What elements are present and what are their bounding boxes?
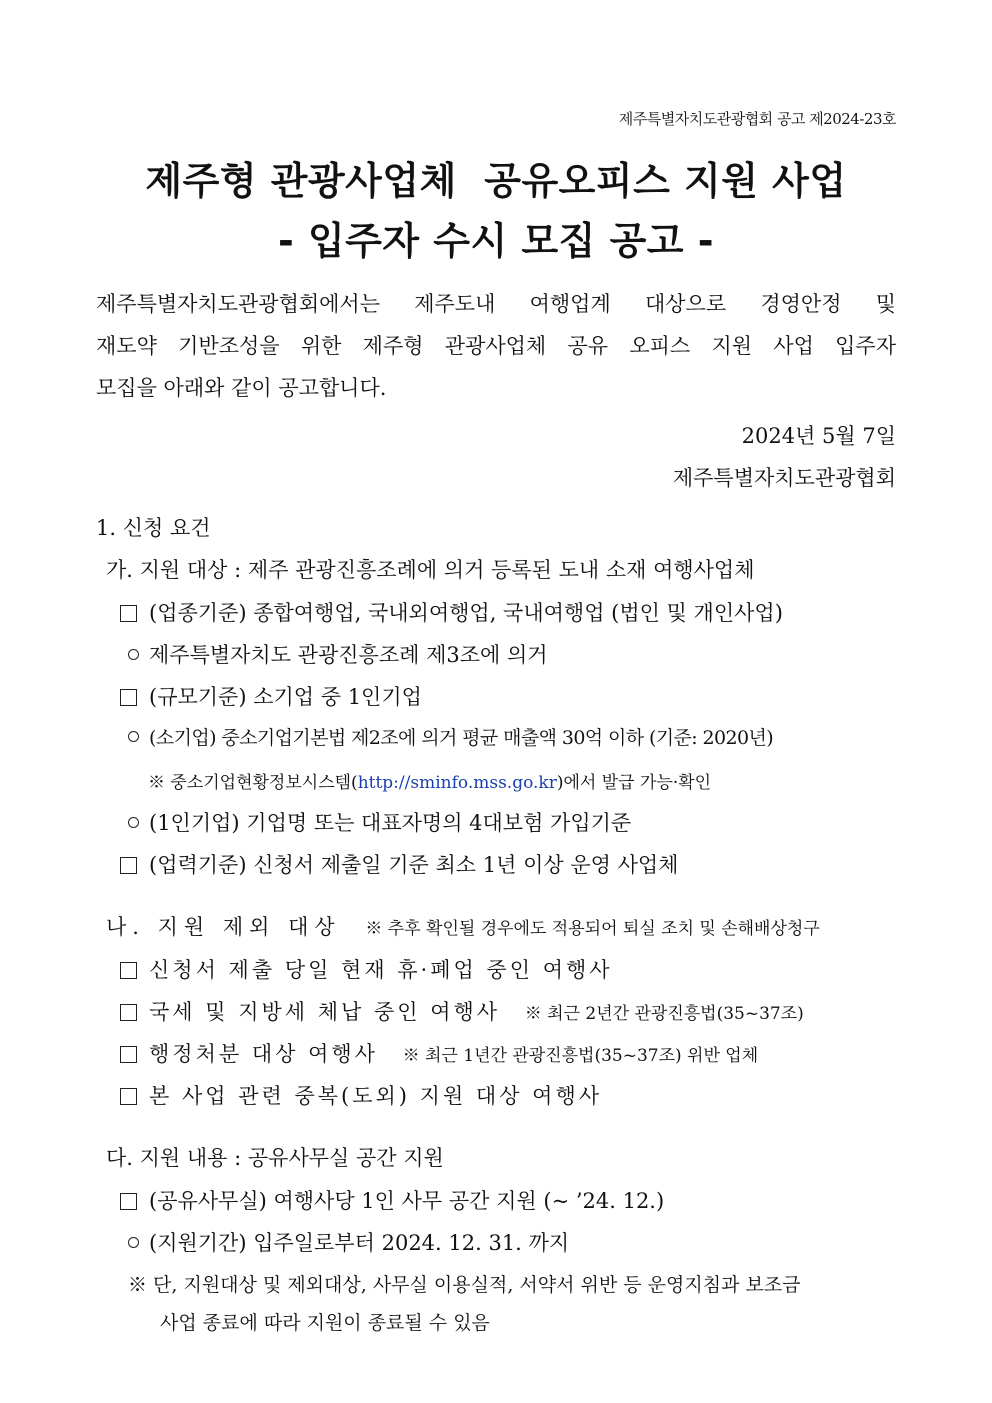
checkbox-icon — [120, 605, 137, 622]
subsection-title: 나. 지원 제외 대상 — [106, 915, 341, 939]
subsection-note: ※ 추후 확인될 경우에도 적용되어 퇴실 조치 및 손해배상청구 — [365, 919, 820, 939]
list-item — [120, 1185, 664, 1215]
issue-date: 2024년 5월 7일 — [741, 424, 896, 448]
list-item-note: ※ 최근 1년간 관광진흥법(35~37조) 위반 업체 — [402, 1046, 759, 1066]
list-item — [128, 1227, 569, 1257]
circle-bullet-icon — [128, 649, 139, 660]
list-item — [120, 954, 613, 984]
list-item-text: (소기업) 중소기업기본법 제2조에 의거 평균 매출액 30억 이하 (기준: 2020년) — [149, 727, 774, 749]
circle-bullet-icon — [128, 731, 139, 742]
issuing-organization: 제주특별자치도관광협회 — [672, 466, 896, 490]
circle-bullet-icon — [128, 1237, 139, 1248]
list-item — [120, 996, 804, 1026]
list-item-text: 국세 및 지방세 체납 중인 여행사 — [149, 1000, 501, 1024]
list-item — [120, 1038, 758, 1068]
list-item — [120, 681, 422, 711]
page-title: 제주형 관광사업체 공유오피스 지원 사업 — [145, 159, 847, 203]
page-subtitle: - 입주자 수시 모집 공고 - — [277, 219, 715, 263]
list-item-text: (1인기업) 기업명 또는 대표자명의 4대보험 가입기준 — [149, 811, 632, 835]
note-text: ※ 중소기업현황정보시스템( — [148, 773, 358, 793]
circle-bullet-icon — [128, 817, 139, 828]
list-item — [120, 849, 678, 879]
list-item-note: ※ 최근 2년간 관광진흥법(35~37조) — [524, 1004, 804, 1024]
list-item-text: 신청서 제출 당일 현재 휴·폐업 중인 여행사 — [149, 958, 613, 982]
subsection-heading-da: 다. 지원 내용 : 공유사무실 공간 지원 — [106, 1146, 444, 1170]
checkbox-icon — [120, 689, 137, 706]
note-text: )에서 발급 가능·확인 — [556, 773, 712, 793]
list-item — [128, 639, 548, 669]
closing-note: 사업 종료에 따라 지원이 종료될 수 있음 — [160, 1312, 490, 1334]
reference-note — [148, 768, 711, 793]
list-item-text: 본 사업 관련 중복(도외) 지원 대상 여행사 — [149, 1084, 603, 1108]
checkbox-icon — [120, 1004, 137, 1021]
list-item — [128, 723, 773, 750]
notice-number: 제주특별자치도관광협회 공고 제2024-23호 — [618, 110, 896, 128]
subsection-heading-ga: 가. 지원 대상 : 제주 관광진흥조례에 의거 등록된 도내 소재 여행사업체 — [106, 558, 755, 582]
closing-note: ※ 단, 지원대상 및 제외대상, 사무실 이용실적, 서약서 위반 등 운영지침과 보조금 — [128, 1274, 801, 1296]
checkbox-icon — [120, 962, 137, 979]
issue-block — [673, 415, 896, 499]
intro-line: 모집을 아래와 같이 공고합니다. — [96, 376, 387, 400]
list-item-text: (업력기준) 신청서 제출일 기준 최소 1년 이상 운영 사업체 — [149, 853, 679, 877]
list-item-text: 제주특별자치도 관광진흥조례 제3조에 의거 — [149, 643, 548, 667]
list-item-text: (지원기간) 입주일로부터 2024. 12. 31. 까지 — [149, 1231, 570, 1255]
section-heading: 1. 신청 요건 — [96, 516, 211, 540]
list-item-text: (공유사무실) 여행사당 1인 사무 공간 지원 (~ ’24. 12.) — [149, 1189, 665, 1213]
checkbox-icon — [120, 1193, 137, 1210]
list-item-text: (규모기준) 소기업 중 1인기업 — [149, 685, 422, 709]
list-item-text: 행정처분 대상 여행사 — [149, 1042, 378, 1066]
intro-paragraph — [96, 283, 896, 409]
list-item — [120, 597, 783, 627]
checkbox-icon — [120, 1088, 137, 1105]
list-item — [128, 807, 631, 837]
subsection-heading-na — [106, 911, 820, 941]
list-item-text: (업종기준) 종합여행업, 국내외여행업, 국내여행업 (법인 및 개인사업) — [149, 601, 783, 625]
intro-line: 재도약 기반조성을 위한 제주형 관광사업체 공유 오피스 지원 사업 입주자 — [96, 334, 896, 358]
sminfo-link[interactable]: http://sminfo.mss.go.kr — [357, 773, 557, 793]
checkbox-icon — [120, 857, 137, 874]
list-item — [120, 1080, 602, 1110]
intro-line: 제주특별자치도관광협회에서는 제주도내 여행업계 대상으로 경영안정 및 — [96, 292, 896, 316]
checkbox-icon — [120, 1046, 137, 1063]
